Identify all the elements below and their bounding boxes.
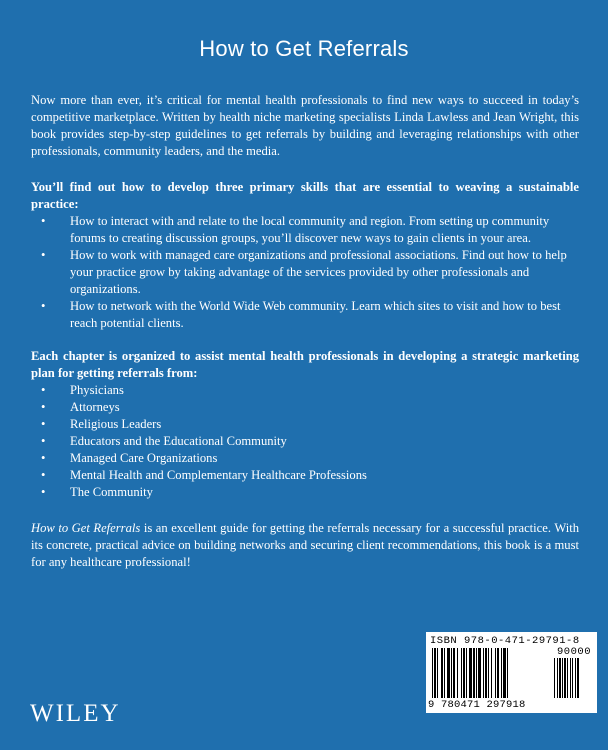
skills-heading: You’ll find out how to develop three primary skills that are essential to weaving a sustainable practice: <box>31 180 579 211</box>
list-item: • Attorneys <box>31 399 579 416</box>
barcode-bar <box>491 648 492 698</box>
barcode-addon-bar <box>575 658 576 698</box>
barcode-bar <box>434 648 436 698</box>
barcode-bar <box>444 648 445 698</box>
ean-digits: 9 780471 297918 <box>428 699 526 711</box>
skills-list <box>31 213 579 332</box>
barcode-addon-bar <box>559 658 561 698</box>
barcode-bar <box>485 648 487 698</box>
publisher-logo: WILEY <box>30 700 121 727</box>
barcode-bar <box>501 648 502 698</box>
barcode-bar <box>497 648 499 698</box>
book-title: How to Get Referrals <box>199 36 409 61</box>
barcode-icon <box>430 648 593 698</box>
closing-paragraph <box>31 520 579 571</box>
barcode-bar <box>447 648 450 698</box>
list-item: • The Community <box>31 484 579 501</box>
barcode-bar <box>463 648 465 698</box>
list-item: • Religious Leaders <box>31 416 579 433</box>
barcode-addon-bar <box>554 658 555 698</box>
barcode-addon-bar <box>577 658 579 698</box>
isbn-barcode <box>426 632 597 713</box>
intro-paragraph: Now more than ever, it’s critical for mental health professionals to find new ways to succeed in today’s competitive marketplace. Written by health niche marketing specialists Linda Lawless and Jean Wright, this book provides step-by-step guidelines to get referrals by building and leveraging relationships with other professionals, community leaders, and the media. <box>31 93 579 158</box>
barcode-bar <box>453 648 455 698</box>
barcode-addon-bar <box>570 658 571 698</box>
barcode-bar <box>503 648 506 698</box>
chapters-heading: Each chapter is organized to assist mental health professionals in developing a strategic marketing plan for getting referrals from: <box>31 349 579 380</box>
barcode-bar <box>507 648 508 698</box>
price-code: 90000 <box>556 646 591 658</box>
barcode-bar <box>437 648 438 698</box>
barcode-bar <box>469 648 472 698</box>
barcode-bar <box>483 648 484 698</box>
barcode-bar <box>476 648 477 698</box>
barcode-addon-bar <box>557 658 558 698</box>
list-item: • Educators and the Educational Community <box>31 433 579 450</box>
skill-item: • How to network with the World Wide Web community. Learn which sites to visit and how to best reach potential clients. <box>31 298 579 332</box>
barcode-bar <box>461 648 462 698</box>
referral-sources-list <box>31 382 579 501</box>
barcode-bar <box>466 648 467 698</box>
closing-book-title: How to Get Referrals <box>31 521 141 535</box>
list-item: • Mental Health and Complementary Healthcare Professions <box>31 467 579 484</box>
isbn-text: ISBN 978-0-471-29791-8 <box>430 635 580 647</box>
barcode-bar <box>451 648 452 698</box>
list-item: • Managed Care Organizations <box>31 450 579 467</box>
barcode-addon-bar <box>564 658 566 698</box>
list-item: • Physicians <box>31 382 579 399</box>
skill-item: • How to work with managed care organizations and professional associations. Find out how to help your practice grow by taking advantage of the services provided by other professionals and organizations. <box>31 247 579 298</box>
barcode-bar <box>488 648 489 698</box>
barcode-addon-bar <box>562 658 563 698</box>
skill-item: • How to interact with and relate to the local community and region. From setting up community forums to creating discussion groups, you’ll discover new ways to gain clients in your area. <box>31 213 579 247</box>
barcode-bar <box>441 648 443 698</box>
barcode-bar <box>432 648 433 698</box>
cover-copy <box>31 92 579 571</box>
barcode-addon-bar <box>572 658 573 698</box>
barcode-bar <box>473 648 475 698</box>
barcode-addon-bar <box>567 658 568 698</box>
closing-text: is an excellent guide for getting the referrals necessary for a successful practice. With its concrete, practical advice on building networks and securing client recommendations, this book is a must for any healthcare professional! <box>31 521 579 569</box>
barcode-bar <box>495 648 496 698</box>
barcode-bar <box>457 648 458 698</box>
barcode-bar <box>478 648 481 698</box>
